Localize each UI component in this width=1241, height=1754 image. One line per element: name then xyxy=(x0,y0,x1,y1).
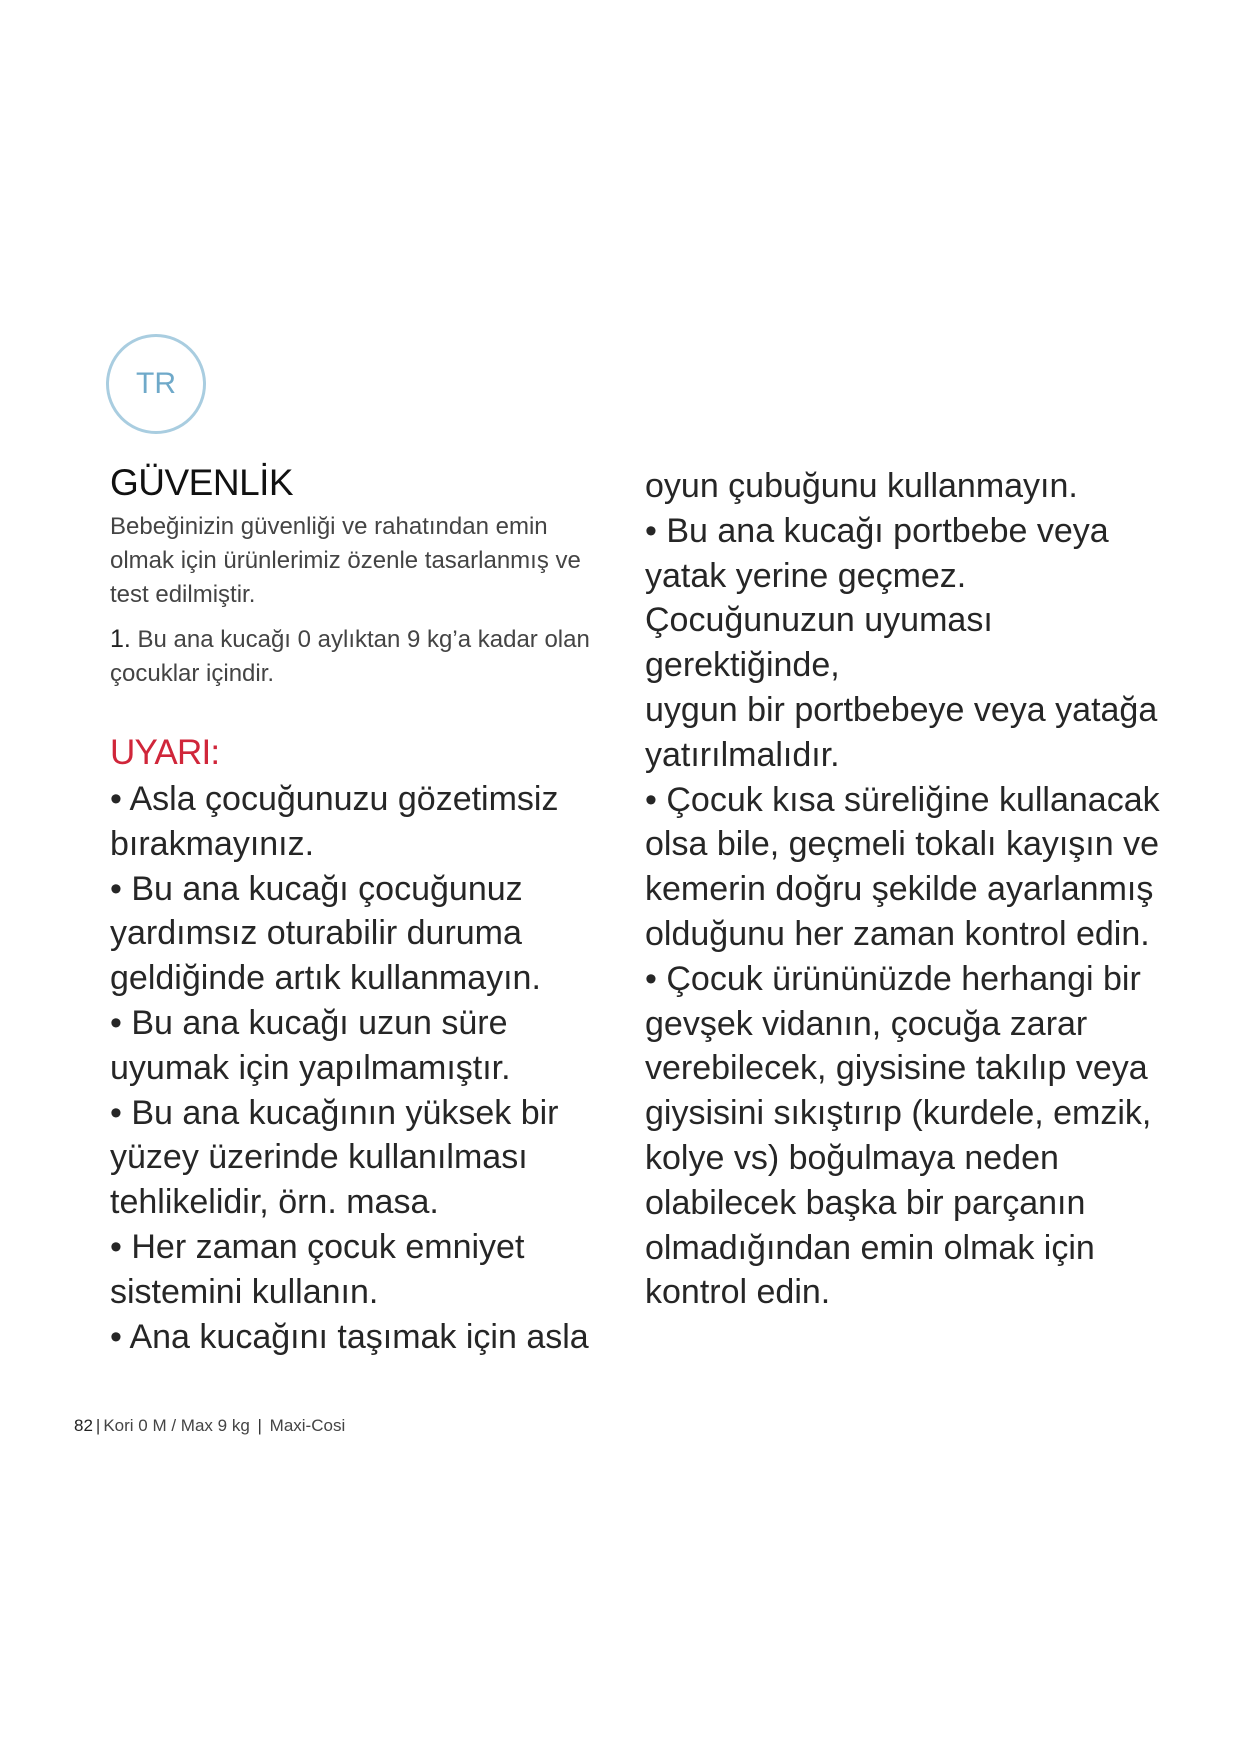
warning-item: uygun bir portbebeye veya yatağa yatırılmalıdır. xyxy=(645,690,1158,774)
left-column xyxy=(110,458,630,1359)
warning-item: • Asla çocuğunuzu gözetimsiz bırakmayınız. xyxy=(110,780,559,863)
warning-item: • Bu ana kucağı uzun süre uyumak için yapılmamıştır. xyxy=(110,1003,511,1087)
intro-text: Bebeğinizin güvenliği ve rahatından emin olmak için ürünlerimiz özenle tasarlanmış ve test edilmiştir. xyxy=(110,513,581,608)
item-text: Bu ana kucağı 0 aylıktan 9 kg’a kadar olan çocuklar içindir. xyxy=(110,626,590,687)
right-column xyxy=(645,464,1165,1315)
language-badge xyxy=(106,334,206,434)
warning-title: UYARI: xyxy=(110,733,220,772)
page-number: 82 xyxy=(74,1416,93,1435)
warning-item: • Bu ana kucağının yüksek bir yüzey üzerinde kullanılması tehlikelidir, örn. masa. xyxy=(110,1093,559,1222)
warning-item: • Bu ana kucağı portbebe veya yatak yerine geçmez. Çocuğunuzun uyuması gerektiğinde, xyxy=(645,511,1109,685)
numbered-item xyxy=(110,622,630,691)
product-name: Kori 0 M / Max 9 kg xyxy=(103,1416,250,1435)
footer-separator: | xyxy=(252,1416,267,1435)
warning-continuation: oyun çubuğunu kullanmayın. xyxy=(645,467,1078,505)
page-footer xyxy=(74,1416,345,1436)
language-code: TR xyxy=(136,367,176,400)
brand-name: Maxi-Cosi xyxy=(269,1416,346,1435)
warning-item: • Bu ana kucağı çocuğunuz yardımsız oturabilir duruma geldiğinde artık kullanmayın. xyxy=(110,869,541,998)
warning-item: • Her zaman çocuk emniyet sistemini kullanın. xyxy=(110,1227,525,1311)
footer-separator: | xyxy=(95,1416,101,1435)
warning-list xyxy=(110,777,630,1359)
item-number: 1. xyxy=(110,625,131,653)
warning-item: • Çocuk ürününüzde herhangi bir gevşek vidanın, çocuğa zarar verebilecek, giysisine takılıp veya giysisini sıkıştırıp (kurdele, emzik, kolye vs) boğulmaya neden olabilecek başka bir parçanın olmadığından emin olmak için kontrol edin. xyxy=(645,959,1152,1312)
warning-item: • Çocuk kısa süreliğine kullanacak olsa bile, geçmeli tokalı kayışın ve kemerin doğru şekilde ayarlanmış olduğunu her zaman kontrol edin. xyxy=(645,780,1160,953)
warning-item: • Ana kucağını taşımak için asla xyxy=(110,1317,589,1356)
section-heading: GÜVENLİK xyxy=(110,462,294,503)
